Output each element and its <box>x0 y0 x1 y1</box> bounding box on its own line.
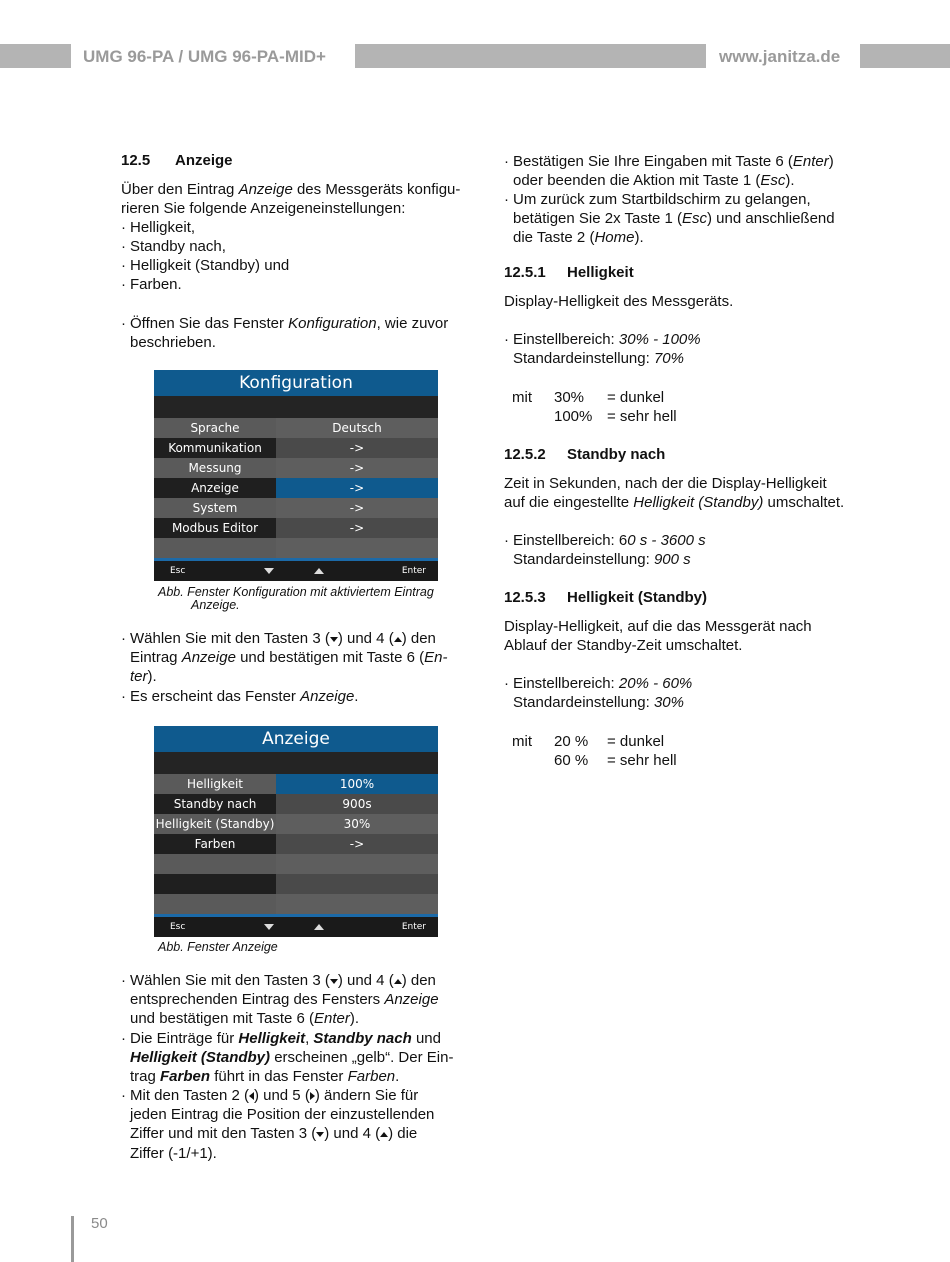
text: trag <box>130 1068 161 1086</box>
text: umschaltet. <box>763 494 845 511</box>
row-label: Helligkeit <box>154 774 276 794</box>
section-heading-12-5-1 <box>504 263 634 282</box>
screen-row[interactable] <box>154 518 438 538</box>
text-em: 70% <box>653 350 684 368</box>
text-strong: Helligkeit <box>238 1030 306 1047</box>
text: Ziffer und mit den Tasten 3 ( <box>130 1125 317 1143</box>
list-item: · Helligkeit, <box>121 219 196 236</box>
list-item-confirm: · Bestätigen Sie Ihre Eingaben mit Taste 6 (Enter) oder beenden die Aktion mit Taste 1 (Esc). <box>504 153 834 190</box>
screen-gap <box>154 752 438 774</box>
screen-title: Anzeige <box>154 726 438 752</box>
s3-description-2: Ablauf der Standby-Zeit umschaltet. <box>504 637 743 654</box>
text: ) und 4 ( <box>337 972 394 989</box>
row-value: -> <box>276 834 438 854</box>
text: führt in das Fenster <box>210 1068 348 1086</box>
up-arrow-icon <box>380 1132 388 1137</box>
text: betätigen Sie 2x Taste 1 ( <box>513 210 682 228</box>
page-header <box>0 44 950 68</box>
row-value: -> <box>276 478 438 498</box>
text: ) und anschließend <box>707 210 835 228</box>
text: ) <box>828 153 834 170</box>
screen-row-empty <box>154 538 438 558</box>
text-em: Home <box>594 229 635 247</box>
text-strong: Farben <box>160 1068 211 1086</box>
text-em: Anzeige <box>181 649 236 667</box>
screen-row[interactable] <box>154 794 438 814</box>
row-value: Deutsch <box>276 418 438 438</box>
text: Um zurück zum Startbildschirm zu gelangen, <box>513 191 811 208</box>
s2-range: · Einstellbereich: 60 s - 3600 s Standardeinstellung: 900 s <box>504 532 706 569</box>
s2-description-2 <box>504 493 844 512</box>
text-strong: Helligkeit (Standby) <box>130 1049 271 1067</box>
list-item-open-config: · Öffnen Sie das Fenster Konfiguration, wie zuvor beschrieben. <box>121 315 449 352</box>
text: Eintrag <box>130 649 182 667</box>
text: Die Einträge für <box>130 1030 239 1047</box>
s1-description: Display-Helligkeit des Messgeräts. <box>504 293 734 310</box>
row-label: Standby nach <box>154 794 276 814</box>
down-arrow-icon <box>330 637 338 642</box>
header-bar-middle <box>355 44 706 68</box>
text: Wählen Sie mit den Tasten 3 ( <box>130 630 330 647</box>
text-em: Farben <box>347 1068 396 1086</box>
row-value: -> <box>276 458 438 478</box>
text-em: Esc <box>760 172 786 190</box>
enter-key-label[interactable]: Enter <box>401 922 426 932</box>
list-item-text: Helligkeit, <box>130 219 196 236</box>
screen-row-empty <box>154 874 438 894</box>
value-desc: = sehr hell <box>607 408 677 425</box>
text: Wählen Sie mit den Tasten 3 ( <box>130 972 330 989</box>
text: entsprechenden Eintrag des Fensters <box>130 991 385 1009</box>
row-value: -> <box>276 498 438 518</box>
list-item-appear: · Es erscheint das Fenster Anzeige. <box>121 688 359 705</box>
header-bar-right <box>860 44 950 68</box>
screen-row[interactable] <box>154 814 438 834</box>
esc-key-label[interactable]: Esc <box>170 922 186 932</box>
value: 20 % <box>554 733 589 750</box>
text: beschrieben. <box>130 334 216 352</box>
text-em: ter <box>130 668 148 686</box>
value-desc: = sehr hell <box>607 752 677 769</box>
row-label: Messung <box>154 458 276 478</box>
text: Einstellbereich: <box>513 331 619 348</box>
header-website[interactable]: www.janitza.de <box>719 47 841 66</box>
text: ) und 4 ( <box>337 630 394 647</box>
header-product: UMG 96-PA / UMG 96-PA-MID+ <box>83 47 326 66</box>
value: 30% <box>554 389 585 406</box>
screen-footer <box>154 917 438 937</box>
screen-row[interactable] <box>154 458 438 478</box>
text: Standardeinstellung: <box>513 551 654 569</box>
figure-caption-1 <box>158 586 434 612</box>
up-arrow-icon <box>394 637 402 642</box>
text: Einstellbereich: <box>513 675 619 692</box>
screen-row[interactable] <box>154 498 438 518</box>
screen-footer <box>154 561 438 581</box>
row-label: System <box>154 498 276 518</box>
down-arrow-icon[interactable] <box>264 924 274 930</box>
text: die Taste 2 ( <box>513 229 595 247</box>
s3-description-1: Display-Helligkeit, auf die das Messgerät nach <box>504 618 812 635</box>
screen-row[interactable] <box>154 418 438 438</box>
text-em: 20% - 60% <box>618 675 693 692</box>
caption-text: Abb. Fenster Konfiguration mit aktiviertem Eintrag <box>158 585 434 599</box>
s2-description-1: Zeit in Sekunden, nach der die Display-Helligkeit <box>504 475 827 492</box>
s3-range: · Einstellbereich: 20% - 60% Standardeinstellung: 30% <box>504 675 693 712</box>
row-value: -> <box>276 518 438 538</box>
mit-label: mit <box>512 733 532 750</box>
text: , <box>305 1030 314 1047</box>
text: . <box>395 1068 400 1086</box>
up-arrow-icon[interactable] <box>314 924 324 930</box>
text-em: Anzeige <box>300 688 355 705</box>
caption-text: Anzeige. <box>191 598 240 612</box>
text: ) und 4 ( <box>324 1125 381 1143</box>
section-heading-12-5-2 <box>504 445 665 464</box>
text: Standardeinstellung: <box>513 350 654 368</box>
page-number: 50 <box>91 1215 108 1232</box>
section-title: Helligkeit (Standby) <box>567 589 708 606</box>
row-label: Farben <box>154 834 276 854</box>
text-em: Esc <box>682 210 708 228</box>
text-em: 30% - 100% <box>618 331 701 348</box>
list-item: · Standby nach, <box>121 238 226 255</box>
text-em: 0 s - 3600 s <box>627 532 706 549</box>
text: , wie zuvor <box>376 315 449 332</box>
row-value: 100% <box>276 774 438 794</box>
text: Mit den Tasten 2 ( <box>130 1087 249 1104</box>
text: Standardeinstellung: <box>513 694 654 712</box>
text-em: Enter <box>792 153 829 170</box>
text: ). <box>634 229 644 247</box>
screen-row[interactable] <box>154 438 438 458</box>
text: und <box>411 1030 441 1047</box>
section-number: 12.5.2 <box>504 446 546 463</box>
text: Öffnen Sie das Fenster <box>130 315 289 332</box>
intro-line-2: rieren Sie folgende Anzeigeneinstellungen: <box>121 200 406 217</box>
text-em: 30% <box>653 694 684 712</box>
enter-key-label[interactable]: Enter <box>401 566 426 576</box>
screen-title: Konfiguration <box>154 370 438 396</box>
esc-key-label[interactable]: Esc <box>170 566 186 576</box>
screen-row-empty <box>154 854 438 874</box>
text-em: 900 s <box>653 551 691 569</box>
list-item-entries-yellow: · Die Einträge für Helligkeit, Standby nach und Helligkeit (Standby) erscheinen „gelb“. Der Ein- trag Farben führt in das Fenster Farben. <box>121 1030 454 1086</box>
list-item: · Farben. <box>121 276 182 293</box>
section-heading-12-5-3 <box>504 588 707 607</box>
row-value: 900s <box>276 794 438 814</box>
row-label: Kommunikation <box>154 438 276 458</box>
screen-gap <box>154 396 438 418</box>
text: und bestätigen mit Taste 6 ( <box>130 1010 314 1028</box>
list-item-change-digit: · Mit den Tasten 2 ( ) und 5 ( ) ändern Sie für jeden Eintrag die Position der einzustellenden Ziffer und mit den Tasten 3 ( ) und 4 ( ) die Ziffer (-1/+1). <box>121 1087 435 1162</box>
list-item-select-entry: · Wählen Sie mit den Tasten 3 ( ) und 4 ( ) den entsprechenden Eintrag des Fensters Anzeige und bestätigen mit Taste 6 (Enter). <box>121 972 439 1028</box>
section-title: Anzeige <box>175 152 233 169</box>
text: ). <box>147 668 157 686</box>
value: 60 % <box>554 752 589 769</box>
text: . <box>354 688 359 705</box>
figure-caption-2: Abb. Fenster Anzeige <box>158 940 278 954</box>
list-item: · Helligkeit (Standby) und <box>121 257 290 274</box>
row-label: Anzeige <box>154 478 276 498</box>
row-value: -> <box>276 438 438 458</box>
screen-row[interactable] <box>154 834 438 854</box>
device-screen-anzeige <box>154 726 438 937</box>
text: ) den <box>401 630 436 647</box>
up-arrow-icon[interactable] <box>314 568 324 574</box>
list-item-text: Farben. <box>130 276 182 293</box>
page-margin-bar <box>71 1216 74 1262</box>
section-heading-12-5 <box>121 151 233 170</box>
row-label: Sprache <box>154 418 276 438</box>
screen-row-selected[interactable] <box>154 478 438 498</box>
list-item-back: · Um zurück zum Startbildschirm zu gelangen, betätigen Sie 2x Taste 1 (Esc) und anschließend die Taste 2 (Home). <box>504 191 835 247</box>
text-em: Anzeige <box>384 991 439 1009</box>
text: jeden Eintrag die Position der einzustellenden <box>130 1106 435 1124</box>
section-title: Standby nach <box>567 446 666 463</box>
value-desc: = dunkel <box>607 389 665 406</box>
text: und bestätigen mit Taste 6 ( <box>235 649 425 667</box>
text: ) und 5 ( <box>253 1087 310 1104</box>
text-em: En- <box>424 649 448 667</box>
value: 100% <box>554 408 593 425</box>
row-label: Helligkeit (Standby) <box>154 814 276 834</box>
text: des Messgeräts konfigu- <box>292 181 461 198</box>
section-number: 12.5.3 <box>504 589 546 606</box>
list-item-text: Helligkeit (Standby) und <box>130 257 290 274</box>
text: erscheinen „gelb“. Der Ein- <box>270 1049 454 1067</box>
down-arrow-icon <box>330 979 338 984</box>
text: auf die eingestellte <box>504 494 634 511</box>
down-arrow-icon[interactable] <box>264 568 274 574</box>
text-em: Anzeige <box>238 181 293 198</box>
up-arrow-icon <box>394 979 402 984</box>
text: ) den <box>401 972 436 989</box>
text: Einstellbereich: 6 <box>513 532 628 549</box>
text: ) die <box>388 1125 418 1143</box>
section-number: 12.5.1 <box>504 264 546 281</box>
text: ). <box>349 1010 360 1028</box>
value-desc: = dunkel <box>607 733 665 750</box>
intro-line-1 <box>121 180 460 199</box>
s1-range: · Einstellbereich: 30% - 100% Standardeinstellung: 70% <box>504 331 701 368</box>
list-item-select: · Wählen Sie mit den Tasten 3 ( ) und 4 ( ) den Eintrag Anzeige und bestätigen mit Taste 6 (En- ter). <box>121 630 448 686</box>
text: Es erscheint das Fenster <box>130 688 301 705</box>
text: Über den Eintrag <box>121 181 239 198</box>
section-number: 12.5 <box>121 152 151 169</box>
text: ). <box>785 172 795 190</box>
text-em: Helligkeit (Standby) <box>633 494 764 511</box>
text-strong: Standby nach <box>313 1030 412 1047</box>
row-label: Modbus Editor <box>154 518 276 538</box>
screen-row-selected[interactable] <box>154 774 438 794</box>
text-em: Konfiguration <box>288 315 377 332</box>
list-item-text: Standby nach, <box>130 238 226 255</box>
text-em: Enter <box>314 1010 350 1028</box>
row-value: 30% <box>276 814 438 834</box>
text: oder beenden die Aktion mit Taste 1 ( <box>513 172 761 190</box>
device-screen-konfiguration <box>154 370 438 581</box>
section-title: Helligkeit <box>567 264 634 281</box>
mit-label: mit <box>512 389 532 406</box>
header-bar-left <box>0 44 71 68</box>
text: ) ändern Sie für <box>314 1087 419 1104</box>
text: Bestätigen Sie Ihre Eingaben mit Taste 6 ( <box>513 153 793 170</box>
text: Ziffer (-1/+1). <box>130 1144 217 1162</box>
screen-row-empty <box>154 894 438 914</box>
